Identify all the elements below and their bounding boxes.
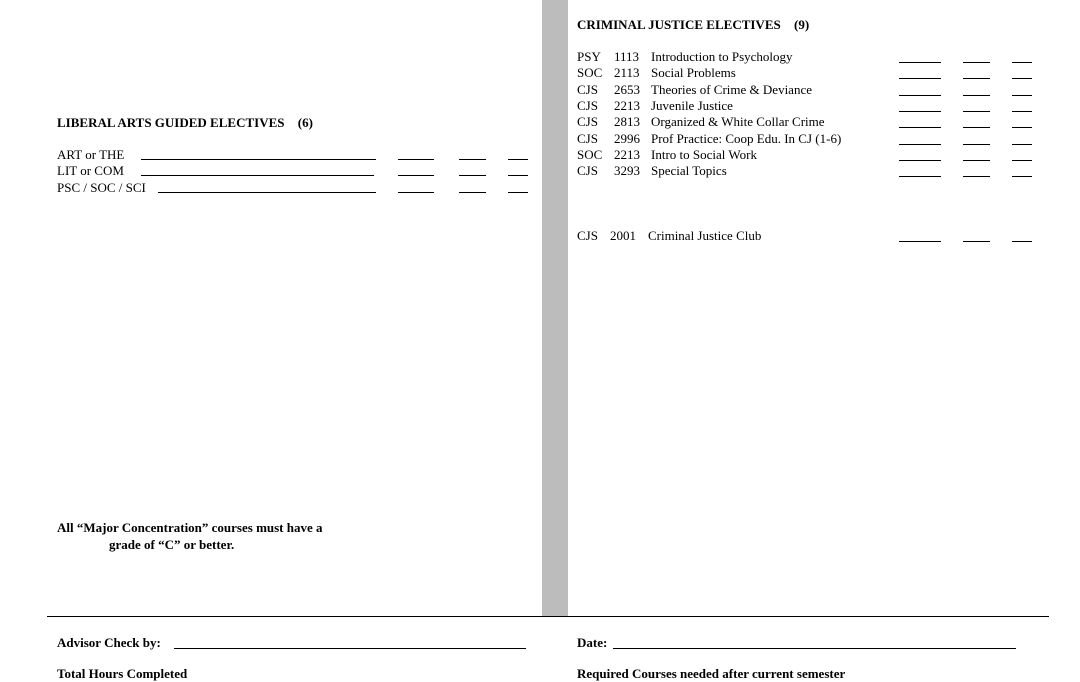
course-blank-1[interactable] [899, 160, 941, 161]
club-dept: CJS [577, 228, 598, 243]
date-field[interactable] [613, 648, 1016, 649]
club-blank-2[interactable] [963, 241, 990, 242]
course-dept: CJS [577, 114, 598, 129]
course-title: Intro to Social Work [651, 147, 757, 162]
grade-note-line-1: All “Major Concentration” courses must have a [57, 520, 323, 535]
elective-psc-soc-sci-blank-2[interactable] [398, 192, 434, 193]
course-number: 2213 [614, 98, 640, 113]
footer-rule [47, 616, 1049, 617]
course-blank-1[interactable] [899, 176, 941, 177]
center-divider [542, 0, 568, 617]
course-blank-1[interactable] [899, 127, 941, 128]
elective-psc-soc-sci-blank-4[interactable] [508, 192, 528, 193]
elective-lit-com-blank[interactable] [141, 175, 374, 176]
elective-art-the-blank-2[interactable] [398, 159, 434, 160]
cj-electives-heading-text: CRIMINAL JUSTICE ELECTIVES [577, 17, 781, 32]
course-blank-3[interactable] [1012, 111, 1032, 112]
course-row [577, 49, 793, 65]
course-blank-1[interactable] [899, 78, 941, 79]
course-title: Social Problems [651, 65, 736, 80]
course-blank-1[interactable] [899, 62, 941, 63]
course-number: 2113 [614, 65, 640, 80]
course-blank-2[interactable] [963, 62, 990, 63]
elective-lit-com-blank-3[interactable] [459, 175, 486, 176]
course-blank-3[interactable] [1012, 95, 1032, 96]
course-row [577, 131, 841, 147]
required-courses-label: Required Courses needed after current semester [577, 666, 846, 681]
elective-psc-soc-sci: PSC / SOC / SCI [57, 180, 146, 195]
club-blank-3[interactable] [1012, 241, 1032, 242]
course-blank-2[interactable] [963, 127, 990, 128]
course-number: 3293 [614, 163, 640, 178]
course-blank-2[interactable] [963, 176, 990, 177]
total-hours-label: Total Hours Completed [57, 666, 188, 681]
elective-psc-soc-sci-blank[interactable] [158, 192, 376, 193]
course-number: 2653 [614, 82, 640, 97]
course-dept: SOC [577, 147, 603, 162]
club-row [577, 228, 761, 244]
course-title: Prof Practice: Coop Edu. In CJ (1-6) [651, 131, 842, 146]
course-title: Theories of Crime & Deviance [651, 82, 812, 97]
course-dept: SOC [577, 65, 603, 80]
course-dept: PSY [577, 49, 601, 64]
course-row [577, 65, 736, 81]
date-label: Date: [577, 635, 608, 650]
course-blank-3[interactable] [1012, 176, 1032, 177]
course-title: Special Topics [651, 163, 727, 178]
course-title: Organized & White Collar Crime [651, 114, 825, 129]
course-blank-1[interactable] [899, 95, 941, 96]
course-blank-3[interactable] [1012, 144, 1032, 145]
course-blank-3[interactable] [1012, 127, 1032, 128]
club-title: Criminal Justice Club [647, 228, 762, 243]
elective-art-the-blank-3[interactable] [459, 159, 486, 160]
course-row [577, 98, 733, 114]
liberal-arts-heading-text: LIBERAL ARTS GUIDED ELECTIVES [57, 115, 285, 130]
course-row [577, 82, 812, 98]
course-number: 2813 [614, 114, 640, 129]
course-title: Juvenile Justice [651, 98, 733, 113]
course-blank-1[interactable] [899, 144, 941, 145]
course-blank-2[interactable] [963, 160, 990, 161]
elective-art-the-blank-4[interactable] [508, 159, 528, 160]
course-blank-2[interactable] [963, 95, 990, 96]
cj-electives-heading [577, 17, 809, 33]
course-row [577, 147, 757, 163]
elective-art-the-blank[interactable] [141, 159, 376, 160]
course-blank-3[interactable] [1012, 62, 1032, 63]
club-blank-1[interactable] [899, 241, 941, 242]
course-number: 1113 [614, 49, 640, 64]
liberal-arts-hours: (6) [297, 115, 313, 130]
course-number: 2213 [614, 147, 640, 162]
liberal-arts-heading [57, 115, 313, 131]
course-blank-1[interactable] [899, 111, 941, 112]
course-dept: CJS [577, 131, 598, 146]
cj-electives-hours: (9) [793, 17, 810, 32]
course-blank-2[interactable] [963, 78, 990, 79]
course-blank-2[interactable] [963, 111, 990, 112]
course-blank-3[interactable] [1012, 160, 1032, 161]
grade-note-line-2: grade of “C” or better. [109, 537, 235, 552]
course-row [577, 163, 727, 179]
advisor-check-field[interactable] [174, 648, 526, 649]
course-title: Introduction to Psychology [651, 49, 793, 64]
course-number: 2996 [614, 131, 640, 146]
course-row [577, 114, 825, 130]
elective-psc-soc-sci-blank-3[interactable] [459, 192, 486, 193]
course-dept: CJS [577, 163, 598, 178]
course-blank-2[interactable] [963, 144, 990, 145]
course-dept: CJS [577, 82, 598, 97]
elective-lit-com-blank-4[interactable] [508, 175, 528, 176]
elective-lit-com: LIT or COM [57, 163, 124, 178]
elective-art-the: ART or THE [57, 147, 125, 162]
elective-lit-com-blank-2[interactable] [398, 175, 434, 176]
course-blank-3[interactable] [1012, 78, 1032, 79]
advisor-check-label: Advisor Check by: [57, 635, 161, 650]
club-number: 2001 [609, 228, 636, 243]
course-dept: CJS [577, 98, 598, 113]
